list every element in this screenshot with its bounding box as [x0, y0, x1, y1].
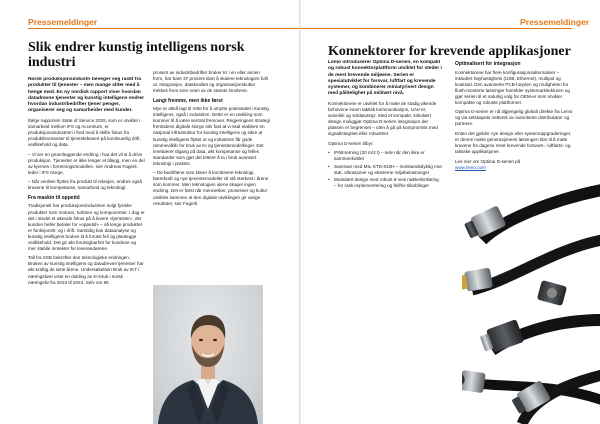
article-subhead: Langt fremme, men ikke først — [153, 97, 223, 104]
connector — [537, 280, 567, 306]
article-column-2 — [455, 60, 573, 184]
article-paragraph: – Når verdien flyttes fra produkt til relasjon, endres også kravene til kompetanse, samarbeid og teknologi. — [28, 179, 142, 191]
portrait-photo — [153, 285, 263, 424]
article-lead: Lemo introduserer Optima D-serien, en kompakt og robust konnektorplattform utviklet for steder i de mest krevende miljøene. Serien er spesialutviklet for forsvar, luftfart og krevende systemer, og kombinerer miniatyrisert design med pålitelighet på militært nivå. — [328, 60, 442, 97]
article-subhead: Optimalisert for integrasjon — [455, 61, 521, 67]
article-headline: Slik endrer kunstig intelligens norsk industri — [28, 40, 245, 71]
article-column-2 — [153, 70, 270, 282]
list-item: • Samsvar med MIL-STD-810H – motstandsdyktig mot støt, vibrasjoner og ekstreme miljøbelastninger — [328, 164, 442, 176]
article-column-1 — [28, 77, 145, 424]
article-paragraph: Optima D-serien er nå tilgjengelig globalt direkte fra Lemo og via selskapets nettverk av autoriserte distributører og partnere. — [455, 109, 573, 127]
lemo-link[interactable]: www.lemo.com — [455, 164, 486, 170]
section-label: Pressemeldinger — [520, 17, 590, 27]
article-headline: Konnektorer for krevende applikasjoner — [328, 44, 571, 59]
list-item: • Modulært design med robust 5-veis nøkkelinnføring – for rask implementering og feilfrie tilkoblinger — [328, 177, 442, 189]
feature-list — [328, 150, 442, 189]
article-paragraph: – Vi ser en grunnleggende endring i hva det vil si å drive produksjon. Tjenester er ikke lenger et tillegg, men en del av kjernen i forretningsmodellen, sier Andreas Fagerli, leder i IFS Norge. — [28, 151, 145, 175]
article-lead: Norsk produksjonsindustri beveger seg raskt fra produkter til tjenester – men mange sliter med å henge med. En ny nordisk rapport viser hvordan datadrevne tjenester og kunstig intelligens endrer hvordan industribedrifter tjener penger, organiserer seg og samarbeider med kunder. — [28, 77, 145, 114]
article-subhead: Fra maskin til oppetid — [28, 194, 80, 201]
article-paragraph: Ifølge rapporten State of Service 2025, som er utviklet i samarbeid mellom IFS og Accenture, er produksjonsindustrien i fred med å skifte fokus fra produktleveranser til tjenestebasert på kontinuerlig drift, vedlikehold og data. — [28, 117, 141, 148]
article-paragraph: Tradisjonelt har produksjonsindustrien solgt fysiske produkter som motorer, turbiner og komponenter. I dag er det i stedet et økende fokus på å levere «tjenester», der kunden heller betaler for «oppetid» – så lenge produktet er funksjonelt, og i drift. Samtidig kan dataanalyse og kunstig intelligens brukes til å forutsi feil og planlegge vedlikehold. Det gir økt forutsigbarhet for kundene og mer stabile inntekter for leverandørene. — [28, 203, 145, 251]
list-item: • IP68-tetning (20 m/2 t) – selv når den ikke er sammenkoblet — [328, 150, 442, 162]
connector — [478, 319, 524, 355]
read-more-text: Les mer om Optima D-serien på — [455, 158, 521, 164]
article-paragraph: Mye er altså lagt til rette for å utnytte potensialet i kunstig intelligens, også i industrien. Dette er en utvikling som kommer til å være sentral fremover. Regjeringens strategi fremtidens digitale Norge sikr fast at vi skal etablere en nasjonal infrastruktur for kunstig intelligens og sikre at kunstig intelligens flyttet ut og industrien får gode rammevilkår for bruk av KI og tjenestemodellinger. Det innebærer tilgang på data, økt kompetanse og felles standarder som gjør det lettere å ta i bruk avansert teknologi i praksis. — [153, 106, 270, 166]
article-paragraph: – De bedriftene som klarer å kombinere teknologi, bærekraft og nye tjenestemodeller vil stå sterkest i årene som kommer. Men teknologien alene skaper ingen endring. Det er først når mennesker, prosesser og kultur utvikles sammen at den digitale utviklingen gir varige resultater, sier Fagerli. — [153, 170, 269, 206]
article-paragraph: Konnektorene har flere konfigurasjonsalternativer – inkludert høyhastighets (USB, Ethernet), multipol og koaksial. Den avanserte PCB-høyden og muligheten for flush-monterte løsninger forenkler systemarkitekturen og gjør serien til et naturlig valg for OEM-er som utvikler kompakte og robuste plattformer. — [455, 69, 570, 105]
article-paragraph: Enten det gjelder nye design eller systemoppgraderinger, er denne nøste generasjonens løsningen klar til å møte kravene fra dagens mest krevende forsvars-, luftfarts- og taktiske applikasjoner. — [455, 130, 572, 155]
article-paragraph: prosent av industribedrifter bruker KI i en eller annen form, har bare 37 prosent klart å skalere teknologien fullt ut. Integrasjon, datakvalitet og organisasjonskultur trekkes frem som noen av de største hindrene. — [153, 70, 268, 94]
article-paragraph: Optima D-serien tilbyr: — [328, 140, 374, 146]
article-column-1 — [328, 60, 442, 300]
connector-product-image — [462, 180, 600, 424]
article-paragraph: Konnektorene er utviklet for å møte de stadig økende behovene innen taktisk kommunikasjon, UAV-er, avionikk og soldatutstyr. Med et kompakt, sirkulært design muliggjør Optima D-serien integrasjon der plassen er begrenset – uten å gå på kompromiss med signalintegritet eller robusthet. — [328, 100, 438, 137]
right-page — [300, 0, 600, 424]
article-paragraph: Tall fra SSB bekrefter den teknologiske endringen. Bruken av kunstig intelligens og datadrevne tjenester har økt kraftig de siste årene. Undersøkelsen Bruk av IKT i næringslivet viste en dobling av KI-bruk i norsk næringsliv fra 2023 til 2024. Selv om 96 — [28, 255, 144, 285]
connector — [462, 369, 486, 394]
section-rule — [28, 28, 300, 29]
section-rule — [300, 28, 572, 29]
section-label: Pressemeldinger — [28, 17, 98, 27]
